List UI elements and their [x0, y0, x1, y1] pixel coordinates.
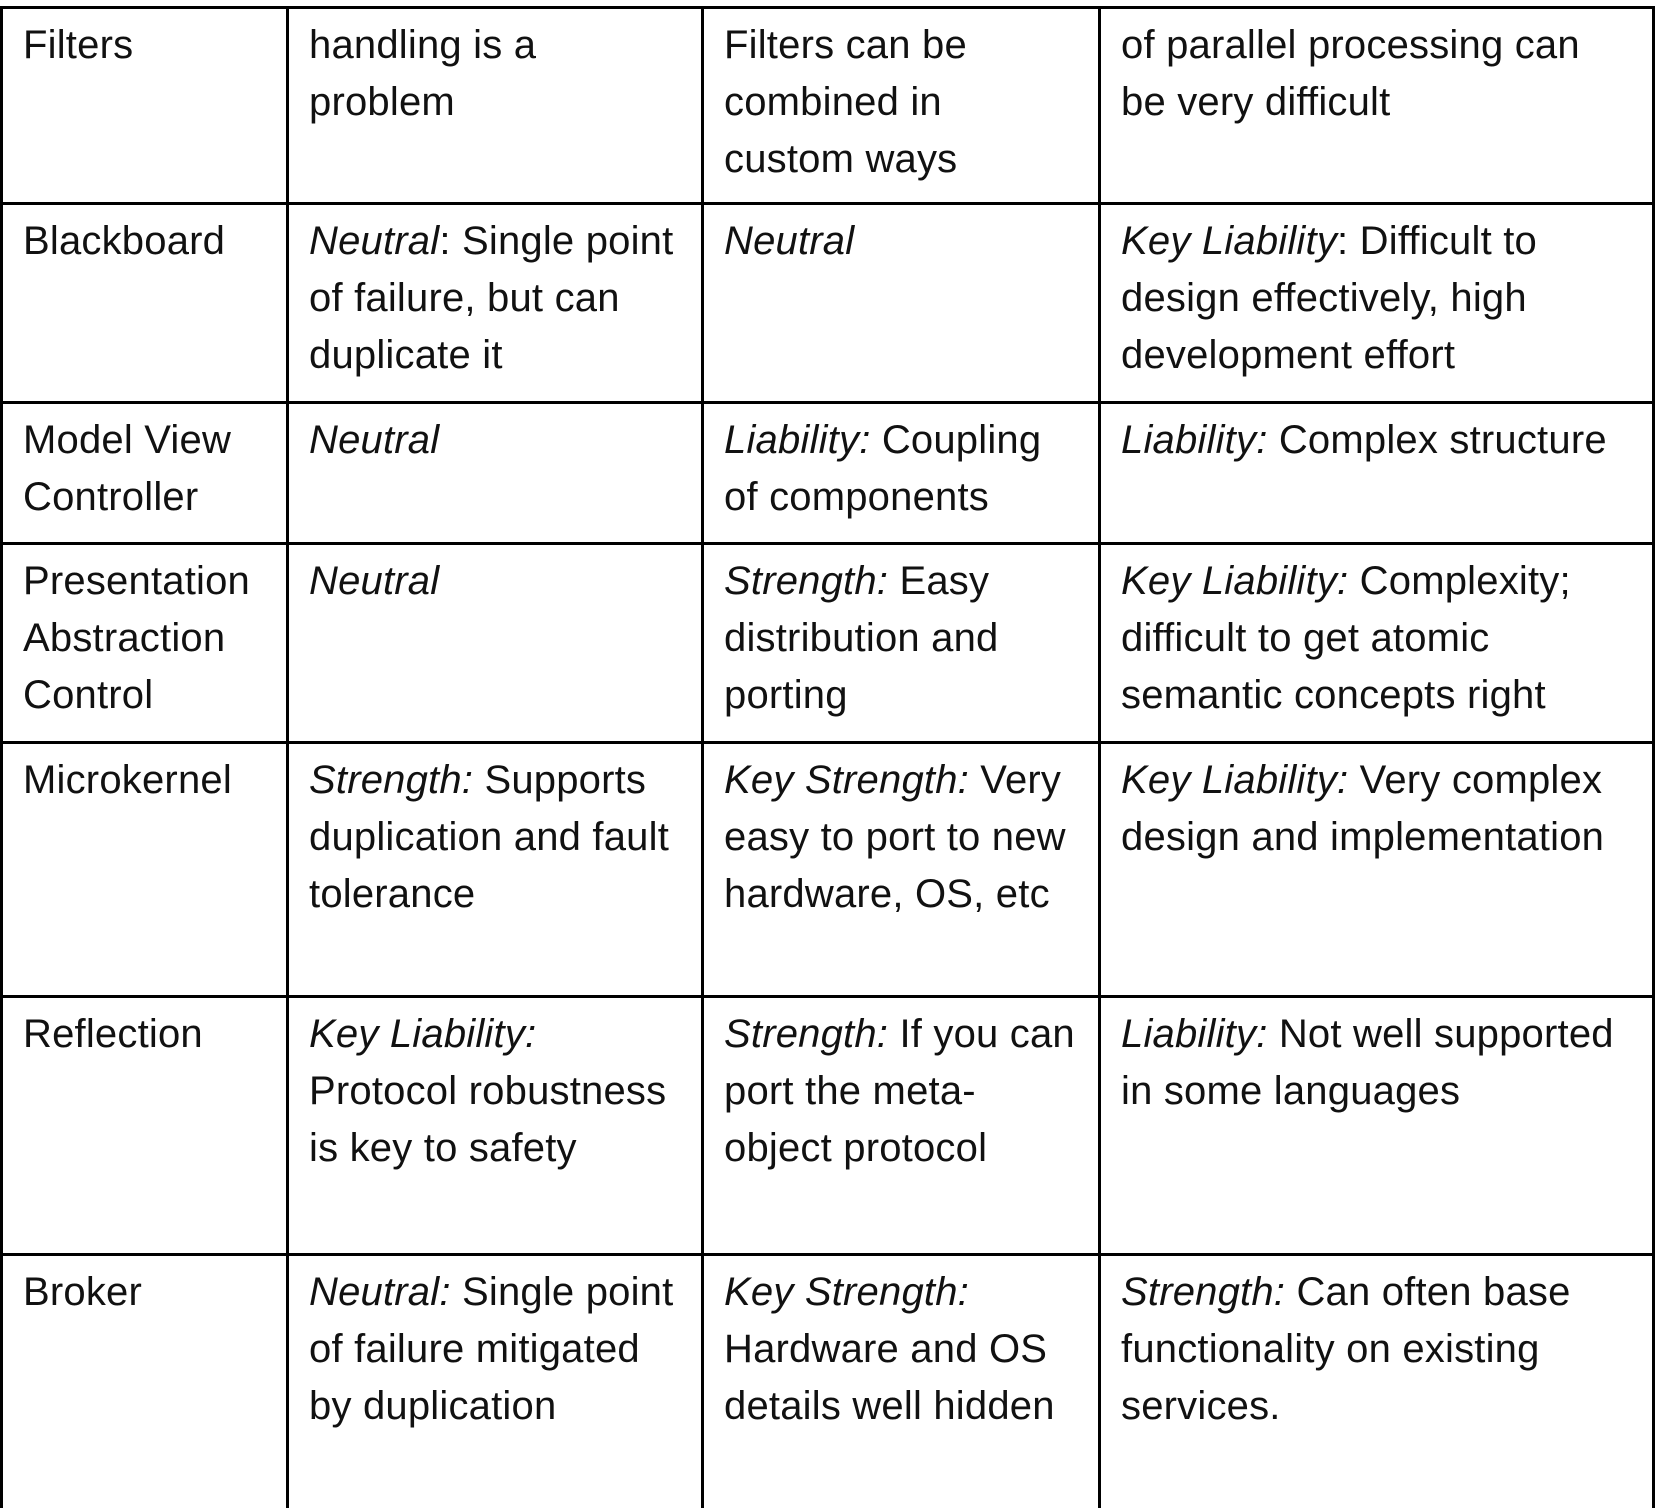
- complexity-cell: [1100, 997, 1654, 1255]
- rating-text: Complexity; difficult to get atomic semantic concepts right: [1121, 559, 1571, 717]
- complexity-cell: [1100, 743, 1654, 997]
- rating-text: Filters can be combined in custom ways: [724, 23, 967, 181]
- rating-lead: Neutral: [724, 219, 855, 263]
- table-row-broker: [2, 1255, 1654, 1508]
- rating-lead: Neutral:: [309, 1270, 451, 1314]
- rating-text: Very easy to port to new hardware, OS, etc: [724, 758, 1066, 916]
- rating-lead: Key Liability:: [309, 1012, 537, 1056]
- pattern-name: Reflection: [23, 1012, 203, 1056]
- rating-lead: Liability:: [1121, 1012, 1268, 1056]
- rating-text: Can often base functionality on existing services.: [1121, 1270, 1571, 1428]
- pattern-comparison-table-wrapper: [0, 6, 1652, 1506]
- rating-lead: Key Liability:: [1121, 559, 1349, 603]
- safety-cell: [288, 8, 703, 204]
- rating-text: Not well supported in some languages: [1121, 1012, 1614, 1113]
- rating-lead: Key Liability:: [1121, 758, 1349, 802]
- rating-text: Single point of failure mitigated by duplication: [309, 1270, 674, 1428]
- pattern-comparison-table: [0, 6, 1655, 1508]
- safety-cell: [288, 743, 703, 997]
- rating-text: : Difficult to design effectively, high development effort: [1121, 219, 1537, 377]
- pattern-name-cell: [2, 8, 288, 204]
- pattern-name: Microkernel: [23, 758, 232, 802]
- portability-cell: [703, 8, 1100, 204]
- rating-text: Hardware and OS details well hidden: [724, 1327, 1055, 1428]
- rating-text: If you can port the meta-object protocol: [724, 1012, 1075, 1170]
- rating-lead: Neutral: [309, 418, 440, 462]
- pattern-name: Filters: [23, 23, 134, 67]
- rating-text: Very complex design and implementation: [1121, 758, 1605, 859]
- pattern-name: Blackboard: [23, 219, 226, 263]
- rating-lead: Strength:: [309, 758, 474, 802]
- portability-cell: [703, 743, 1100, 997]
- table-row-microkernel: [2, 743, 1654, 997]
- rating-lead: Key Strength:: [724, 758, 969, 802]
- rating-lead: Neutral: [309, 219, 440, 263]
- table-row-model-view-controller: [2, 403, 1654, 544]
- table-row-filters: [2, 8, 1654, 204]
- portability-cell: [703, 204, 1100, 403]
- pattern-name: Model View Controller: [23, 418, 232, 519]
- portability-cell: [703, 1255, 1100, 1508]
- rating-text: Complex structure: [1267, 418, 1607, 462]
- pattern-name: Presentation Abstraction Control: [23, 559, 250, 717]
- pattern-name-cell: [2, 403, 288, 544]
- safety-cell: [288, 997, 703, 1255]
- safety-cell: [288, 544, 703, 743]
- safety-cell: [288, 1255, 703, 1508]
- rating-text: Coupling of components: [724, 418, 1042, 519]
- safety-cell: [288, 403, 703, 544]
- pattern-name-cell: [2, 743, 288, 997]
- rating-lead: Strength:: [1121, 1270, 1286, 1314]
- pattern-name: Broker: [23, 1270, 143, 1314]
- rating-text: Easy distribution and porting: [724, 559, 999, 717]
- table-row-presentation-abstraction-control: [2, 544, 1654, 743]
- rating-lead: Strength:: [724, 559, 889, 603]
- pattern-name-cell: [2, 1255, 288, 1508]
- pattern-name-cell: [2, 544, 288, 743]
- rating-lead: Key Strength:: [724, 1270, 969, 1314]
- rating-text: Supports duplication and fault tolerance: [309, 758, 670, 916]
- table-row-blackboard: [2, 204, 1654, 403]
- portability-cell: [703, 997, 1100, 1255]
- complexity-cell: [1100, 403, 1654, 544]
- portability-cell: [703, 544, 1100, 743]
- pattern-name-cell: [2, 204, 288, 403]
- rating-lead: Strength:: [724, 1012, 889, 1056]
- rating-text: handling is a problem: [309, 23, 537, 124]
- rating-text: of parallel processing can be very difficult: [1121, 23, 1580, 124]
- rating-lead: Neutral: [309, 559, 440, 603]
- rating-lead: Liability:: [1121, 418, 1268, 462]
- rating-lead: Key Liability: [1121, 219, 1338, 263]
- safety-cell: [288, 204, 703, 403]
- table-row-reflection: [2, 997, 1654, 1255]
- rating-text: : Single point of failure, but can duplicate it: [309, 219, 674, 377]
- complexity-cell: [1100, 1255, 1654, 1508]
- complexity-cell: [1100, 8, 1654, 204]
- portability-cell: [703, 403, 1100, 544]
- pattern-name-cell: [2, 997, 288, 1255]
- rating-lead: Liability:: [724, 418, 871, 462]
- rating-text: Protocol robustness is key to safety: [309, 1069, 667, 1170]
- complexity-cell: [1100, 204, 1654, 403]
- complexity-cell: [1100, 544, 1654, 743]
